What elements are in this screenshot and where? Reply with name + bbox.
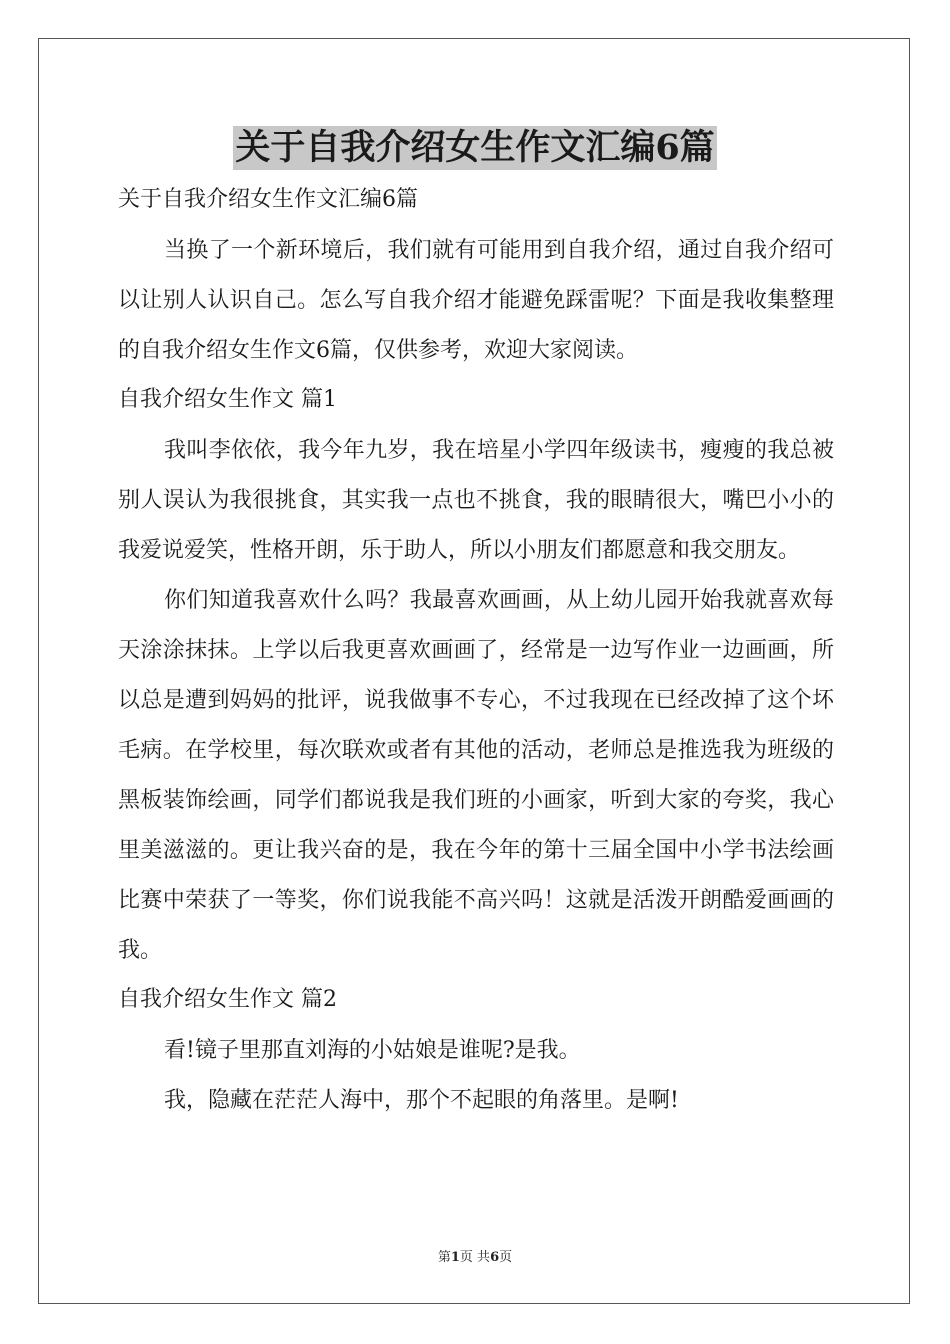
page-suffix: 页	[499, 1250, 513, 1265]
intro-paragraph: 当换了一个新环境后，我们就有可能用到自我介绍，通过自我介绍可以让别人认识自己。怎么写自我介绍才能避免踩雷呢？下面是我收集整理的自我介绍女生作文6篇，仅供参考，欢迎大家阅读。	[118, 238, 834, 363]
section-heading-2: 自我介绍女生作文 篇2	[118, 987, 337, 1012]
document-body	[118, 180, 834, 1126]
page-total: 6	[490, 1250, 500, 1265]
section1-paragraph-1: 我叫李依依，我今年九岁，我在培星小学四年级读书，瘦瘦的我总被别人误认为我很挑食，其实我一点也不挑食，我的眼睛很大，嘴巴小小的我爱说爱笑，性格开朗，乐于助人，所以小朋友们都愿意和我交朋友。	[118, 438, 834, 563]
subtitle: 关于自我介绍女生作文汇编6篇	[118, 187, 418, 212]
page-footer	[0, 1246, 950, 1265]
section-heading-1: 自我介绍女生作文 篇1	[118, 387, 337, 412]
title-wrap	[0, 126, 950, 170]
page-prefix: 第	[437, 1250, 451, 1265]
page-mid: 页 共	[459, 1250, 491, 1265]
section2-paragraph-2: 我，隐藏在茫茫人海中，那个不起眼的角落里。是啊!	[164, 1088, 679, 1113]
section1-paragraph-2: 你们知道我喜欢什么吗？我最喜欢画画，从上幼儿园开始我就喜欢每天涂涂抹抹。上学以后我更喜欢画画了，经常是一边写作业一边画画，所以总是遭到妈妈的批评，说我做事不专心，不过我现在已经改掉了这个坏毛病。在学校里，每次联欢或者有其他的活动，老师总是推选我为班级的黑板装饰绘画，同学们都说我是我们班的小画家，听到大家的夸奖，我心里美滋滋的。更让我兴奋的是，我在今年的第十三届全国中小学书法绘画比赛中荣获了一等奖，你们说我能不高兴吗！这就是活泼开朗酷爱画画的我。	[118, 588, 834, 963]
section2-paragraph-1: 看!镜子里那直刘海的小姑娘是谁呢?是我。	[164, 1038, 581, 1063]
page-current: 1	[450, 1250, 460, 1265]
document-title: 关于自我介绍女生作文汇编6篇	[235, 127, 715, 168]
